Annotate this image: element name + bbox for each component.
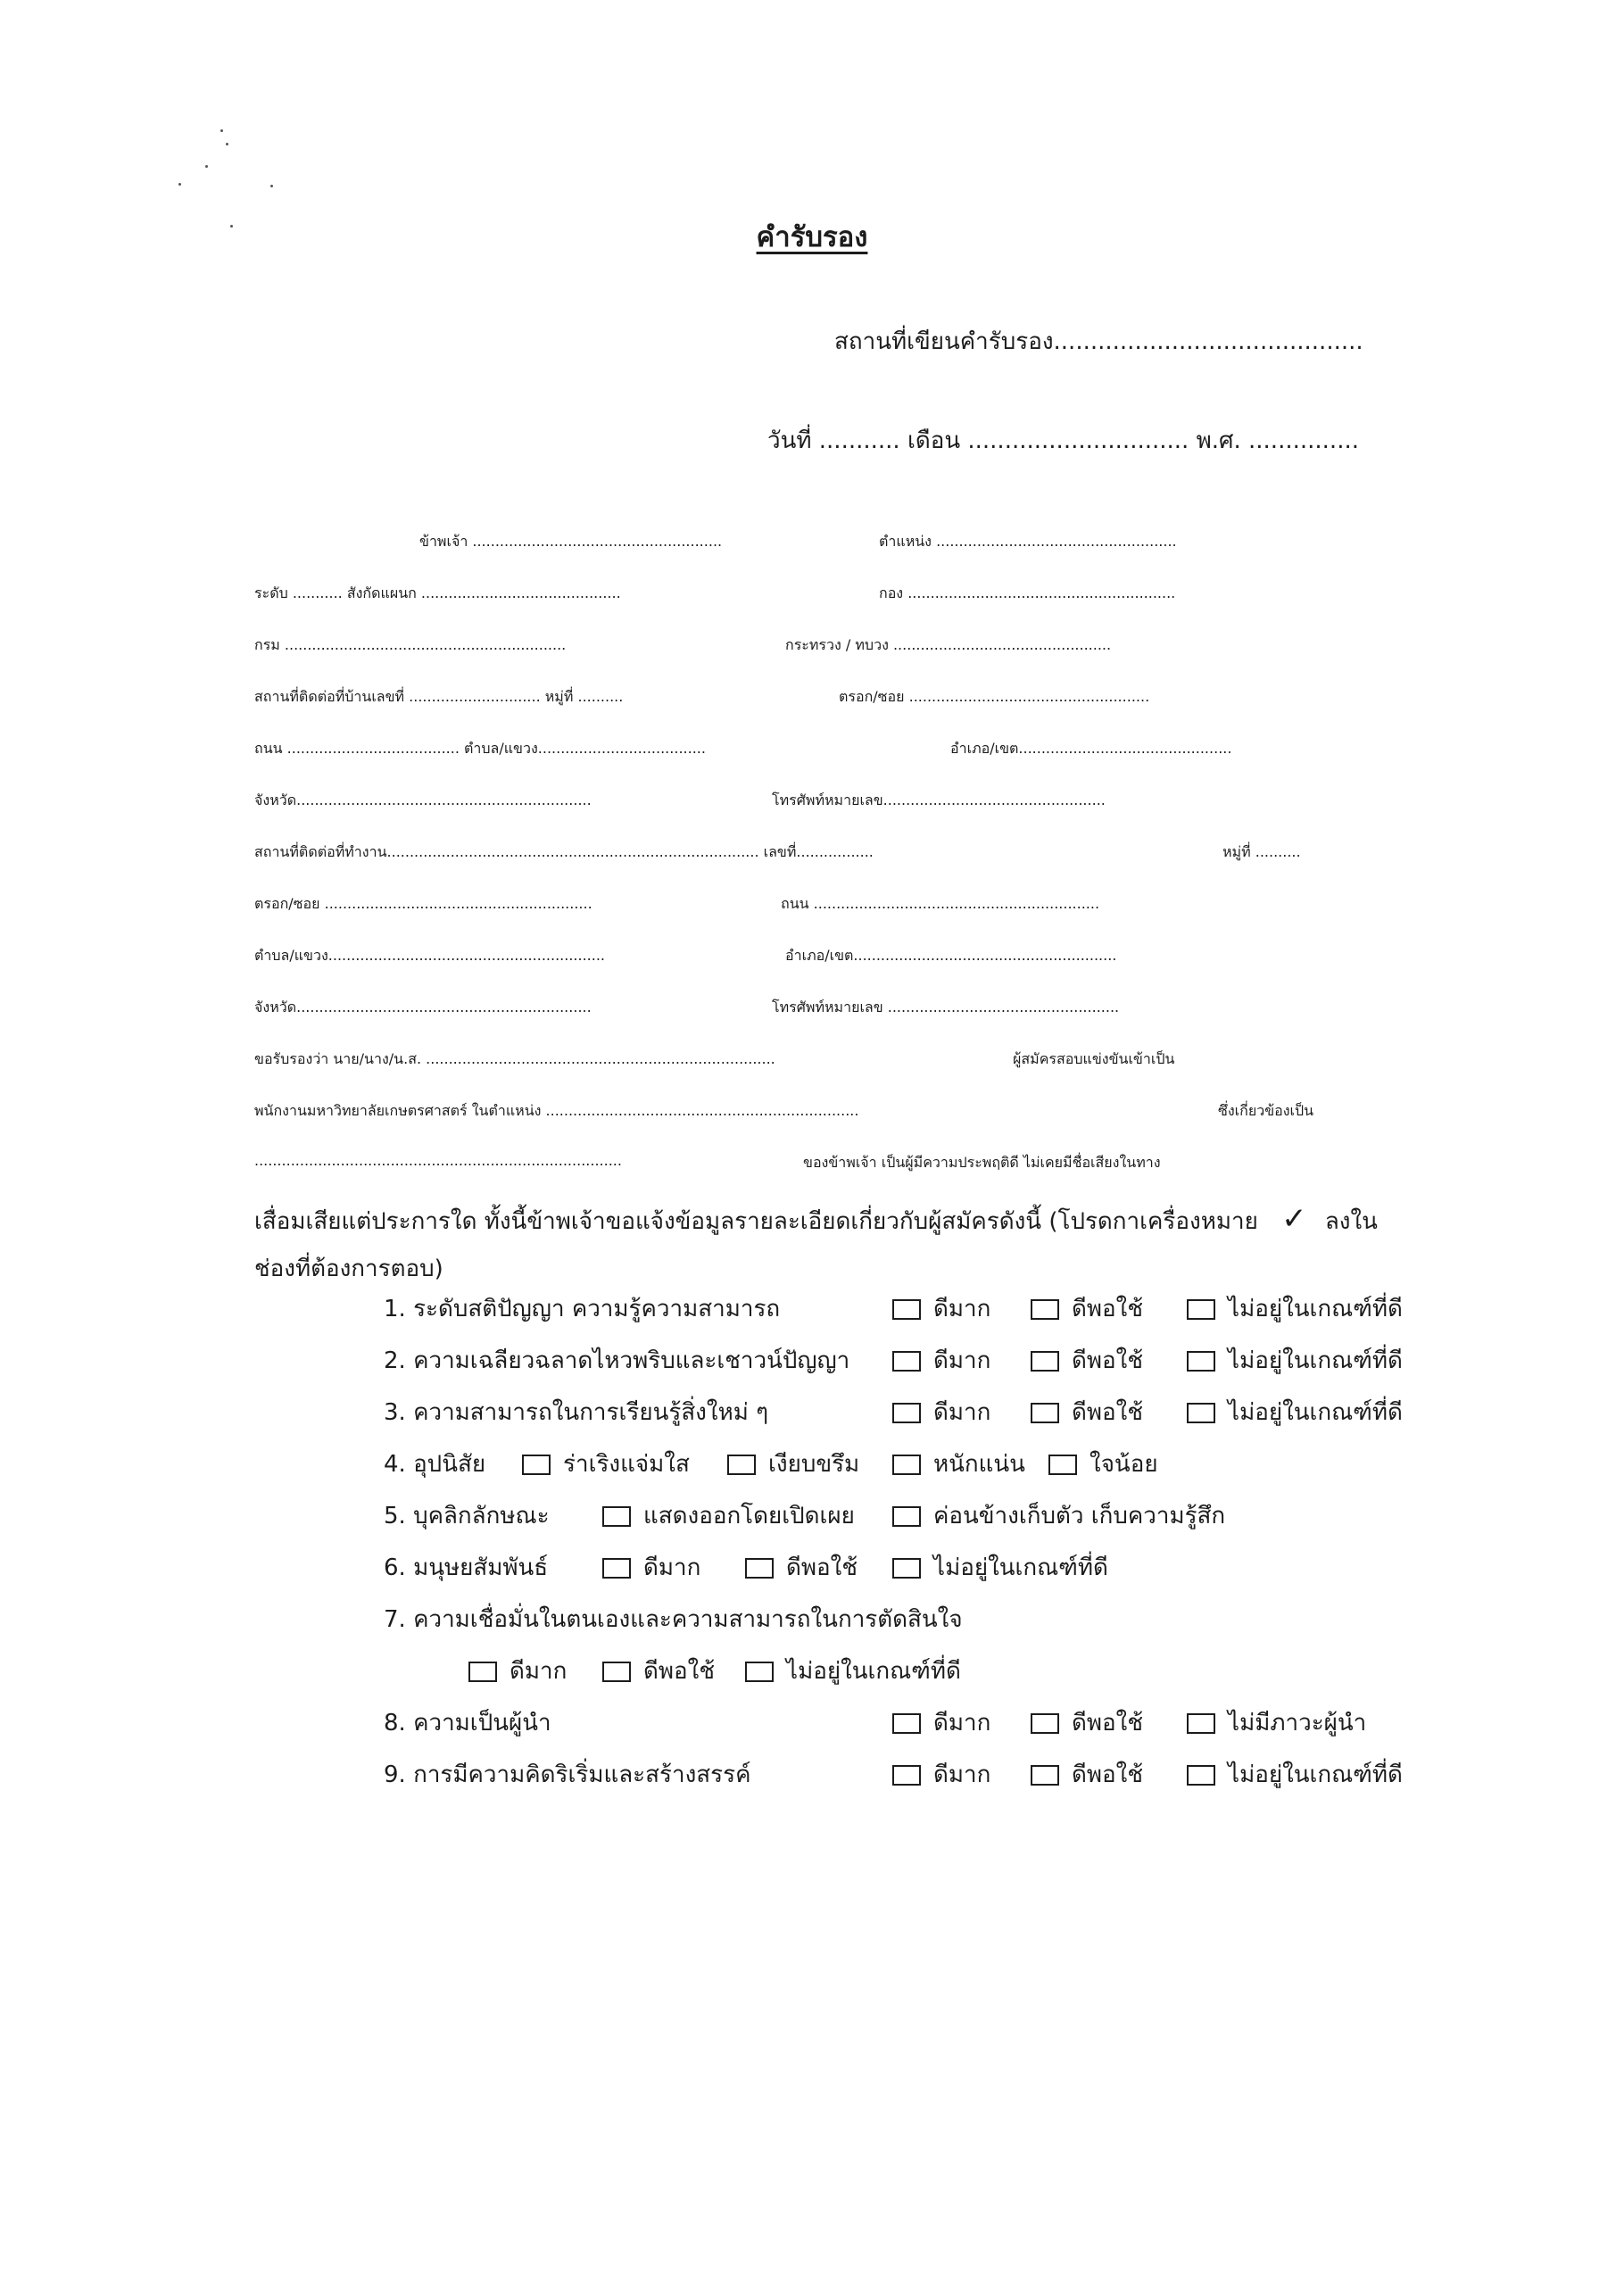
- checkbox[interactable]: [1031, 1351, 1059, 1372]
- field-work-district: อำเภอ/เขต..........................................................: [785, 947, 1117, 964]
- checkbox[interactable]: [727, 1455, 756, 1475]
- option-reserved[interactable]: ค่อนข้างเก็บตัว เก็บความรู้สึก: [892, 1498, 1225, 1534]
- form-row-name: [254, 531, 1365, 561]
- option-very-good[interactable]: ดีมาก: [892, 1705, 990, 1741]
- field-name: ข้าพเจ้า .......................................................: [419, 533, 723, 550]
- field-position: ตำแหน่ง .....................................................: [879, 533, 1177, 550]
- checkbox[interactable]: [892, 1403, 921, 1423]
- checkbox[interactable]: [468, 1662, 497, 1682]
- question-4: [384, 1446, 1419, 1482]
- field-applicant-suffix: ผู้สมัครสอบแข่งขันเข้าเป็น: [1013, 1050, 1175, 1067]
- paragraph-line-2: ช่องที่ต้องการตอบ): [254, 1256, 443, 1282]
- scan-speck: [226, 143, 228, 145]
- option-not-good[interactable]: ไม่อยู่ในเกณฑ์ที่ดี: [892, 1550, 1108, 1586]
- scan-speck: [270, 185, 273, 187]
- paragraph-text: เสื่อมเสียแต่ประการใด ทั้งนี้ข้าพเจ้าขอแจ้งข้อมูลรายละเอียดเกี่ยวกับผู้สมัครดังนี้ (โปรดกาเครื่องหมาย: [254, 1208, 1258, 1235]
- field-conduct-statement: ของข้าพเจ้า เป็นผู้มีความประพฤติดี ไม่เคยมีชื่อเสียงในทาง: [803, 1154, 1161, 1171]
- field-relation-label: ซึ่งเกี่ยวข้องเป็น: [1218, 1102, 1314, 1119]
- checkbox[interactable]: [1187, 1351, 1215, 1372]
- checkbox[interactable]: [1187, 1765, 1215, 1786]
- option-very-good[interactable]: ดีมาก: [892, 1291, 990, 1327]
- field-home-address: สถานที่ติดต่อที่บ้านเลขที่ ............................. หมู่ที่ ..........: [254, 688, 624, 705]
- checkbox[interactable]: [522, 1455, 551, 1475]
- option-fair[interactable]: ดีพอใช้: [1031, 1343, 1143, 1379]
- field-home-district: อำเภอ/เขต...............................................: [950, 740, 1232, 757]
- checkbox[interactable]: [1187, 1403, 1215, 1423]
- checkbox[interactable]: [892, 1713, 921, 1734]
- field-applicant-name: ขอรับรองว่า นาย/นาง/น.ส. .............................................................................: [254, 1050, 775, 1067]
- option-fair[interactable]: ดีพอใช้: [745, 1550, 858, 1586]
- form-row-work-province: [254, 997, 1365, 1027]
- checkbox[interactable]: [745, 1558, 774, 1579]
- checkbox[interactable]: [892, 1455, 921, 1475]
- option-fair[interactable]: ดีพอใช้: [602, 1654, 715, 1689]
- checkbox[interactable]: [892, 1299, 921, 1320]
- checkbox[interactable]: [1031, 1299, 1059, 1320]
- field-home-alley: ตรอก/ซอย .....................................................: [839, 688, 1150, 705]
- form-row-certify: [254, 1049, 1365, 1079]
- field-home-phone: โทรศัพท์หมายเลข.................................................: [772, 792, 1106, 808]
- checkbox[interactable]: [602, 1558, 631, 1579]
- field-work-alley: ตรอก/ซอย ...........................................................: [254, 895, 592, 912]
- question-label: 3. ความสามารถในการเรียนรู้สิ่งใหม่ ๆ: [384, 1399, 769, 1426]
- option-very-good[interactable]: ดีมาก: [892, 1757, 990, 1793]
- option-very-good[interactable]: ดีมาก: [892, 1395, 990, 1430]
- question-label: 8. ความเป็นผู้นำ: [384, 1710, 551, 1737]
- field-relation: .................................................................................: [254, 1152, 622, 1169]
- question-label: 6. มนุษยสัมพันธ์: [384, 1554, 549, 1581]
- form-row-home-province: [254, 790, 1365, 820]
- option-steady[interactable]: หนักแน่น: [892, 1446, 1025, 1482]
- option-not-good[interactable]: ไม่อยู่ในเกณฑ์ที่ดี: [1187, 1757, 1403, 1793]
- option-not-good[interactable]: ไม่อยู่ในเกณฑ์ที่ดี: [1187, 1343, 1403, 1379]
- option-quiet[interactable]: เงียบขรึม: [727, 1446, 859, 1482]
- scan-speck: [220, 129, 223, 132]
- field-home-province: จังหวัด.................................................................: [254, 792, 592, 808]
- question-7: [384, 1602, 1419, 1637]
- date-line: วันที่ ........... เดือน .............................. พ.ศ. ...............: [767, 427, 1359, 454]
- question-8: [384, 1705, 1419, 1741]
- form-row-level: [254, 583, 1365, 613]
- field-department: กรม ..............................................................: [254, 636, 567, 653]
- option-fair[interactable]: ดีพอใช้: [1031, 1705, 1143, 1741]
- field-home-road: ถนน ...................................... ตำบล/แขวง.....................................: [254, 740, 706, 757]
- checkbox[interactable]: [602, 1506, 631, 1527]
- field-division: กอง ...........................................................: [879, 584, 1176, 601]
- checkbox[interactable]: [602, 1662, 631, 1682]
- checkbox[interactable]: [1048, 1455, 1077, 1475]
- checkbox[interactable]: [1031, 1765, 1059, 1786]
- field-work-subdistrict: ตำบล/แขวง.............................................................: [254, 947, 606, 964]
- question-label: 1. ระดับสติปัญญา ความรู้ความสามารถ: [384, 1296, 781, 1322]
- form-row-employee: [254, 1100, 1365, 1131]
- question-3: [384, 1395, 1419, 1430]
- field-work-moo: หมู่ที่ ..........: [1222, 843, 1301, 860]
- question-7-options: [384, 1654, 1419, 1689]
- form-row-work-address: [254, 841, 1365, 872]
- check-mark-icon: ✓: [1281, 1201, 1307, 1237]
- question-label: 7. ความเชื่อมั่นในตนเองและความสามารถในการตัดสินใจ: [384, 1606, 963, 1633]
- question-1: [384, 1291, 1419, 1327]
- question-label: 5. บุคลิกลักษณะ: [384, 1503, 550, 1529]
- option-fair[interactable]: ดีพอใช้: [1031, 1757, 1143, 1793]
- option-very-good[interactable]: ดีมาก: [892, 1343, 990, 1379]
- field-applied-position: พนักงานมหาวิทยาลัยเกษตรศาสตร์ ในตำแหน่ง .....................................................................: [254, 1102, 859, 1119]
- option-fair[interactable]: ดีพอใช้: [1031, 1291, 1143, 1327]
- question-9: [384, 1757, 1419, 1793]
- form-row-department: [254, 634, 1365, 665]
- question-label: 4. อุปนิสัย: [384, 1451, 486, 1478]
- paragraph-text-end: ลงใน: [1324, 1208, 1378, 1235]
- option-fair[interactable]: ดีพอใช้: [1031, 1395, 1143, 1430]
- option-not-good[interactable]: ไม่อยู่ในเกณฑ์ที่ดี: [1187, 1395, 1403, 1430]
- field-work-province: จังหวัด.................................................................: [254, 999, 592, 1015]
- option-no-leadership[interactable]: ไม่มีภาวะผู้นำ: [1187, 1705, 1366, 1741]
- option-not-good[interactable]: ไม่อยู่ในเกณฑ์ที่ดี: [1187, 1291, 1403, 1327]
- form-row-home-road: [254, 738, 1365, 768]
- checkbox[interactable]: [1187, 1299, 1215, 1320]
- checkbox[interactable]: [892, 1765, 921, 1786]
- option-cheerful[interactable]: ร่าเริงแจ่มใส: [522, 1446, 690, 1482]
- field-ministry: กระทรวง / ทบวง ................................................: [785, 636, 1112, 653]
- form-row-work-alley: [254, 893, 1365, 924]
- option-open[interactable]: แสดงออกโดยเปิดเผย: [602, 1498, 855, 1534]
- question-label: 9. การมีความคิดริเริ่มและสร้างสรรค์: [384, 1761, 751, 1788]
- checkbox[interactable]: [1031, 1713, 1059, 1734]
- field-work-phone: โทรศัพท์หมายเลข ...................................................: [772, 999, 1120, 1015]
- option-sensitive[interactable]: ใจน้อย: [1048, 1446, 1158, 1482]
- question-label: 2. ความเฉลียวฉลาดไหวพริบและเชาวน์ปัญญา: [384, 1347, 850, 1374]
- question-2: [384, 1343, 1419, 1379]
- form-row-relation: [254, 1152, 1365, 1182]
- page-title: คำรับรอง: [756, 221, 868, 253]
- place-line: สถานที่เขียนคำรับรอง..........................................: [834, 328, 1363, 355]
- checkbox[interactable]: [1031, 1403, 1059, 1423]
- checkbox[interactable]: [892, 1558, 921, 1579]
- checkbox[interactable]: [1187, 1713, 1215, 1734]
- checkbox[interactable]: [745, 1662, 774, 1682]
- field-work-road: ถนน ...............................................................: [781, 895, 1100, 912]
- checkbox[interactable]: [892, 1506, 921, 1527]
- form-row-home-address: [254, 686, 1365, 717]
- scan-speck: [205, 165, 208, 168]
- question-5: [384, 1498, 1419, 1534]
- paragraph-line-1: [254, 1201, 1378, 1237]
- scan-speck: [178, 183, 181, 186]
- option-not-good[interactable]: ไม่อยู่ในเกณฑ์ที่ดี: [745, 1654, 961, 1689]
- option-very-good[interactable]: ดีมาก: [468, 1654, 567, 1689]
- option-very-good[interactable]: ดีมาก: [602, 1550, 700, 1586]
- checkbox[interactable]: [892, 1351, 921, 1372]
- field-work-address: สถานที่ติดต่อที่ทำงาน.................................................................................. เลขที่.................: [254, 843, 874, 860]
- form-row-work-subdistrict: [254, 945, 1365, 975]
- question-6: [384, 1550, 1419, 1586]
- field-level: ระดับ ........... สังกัดแผนก ............................................: [254, 584, 621, 601]
